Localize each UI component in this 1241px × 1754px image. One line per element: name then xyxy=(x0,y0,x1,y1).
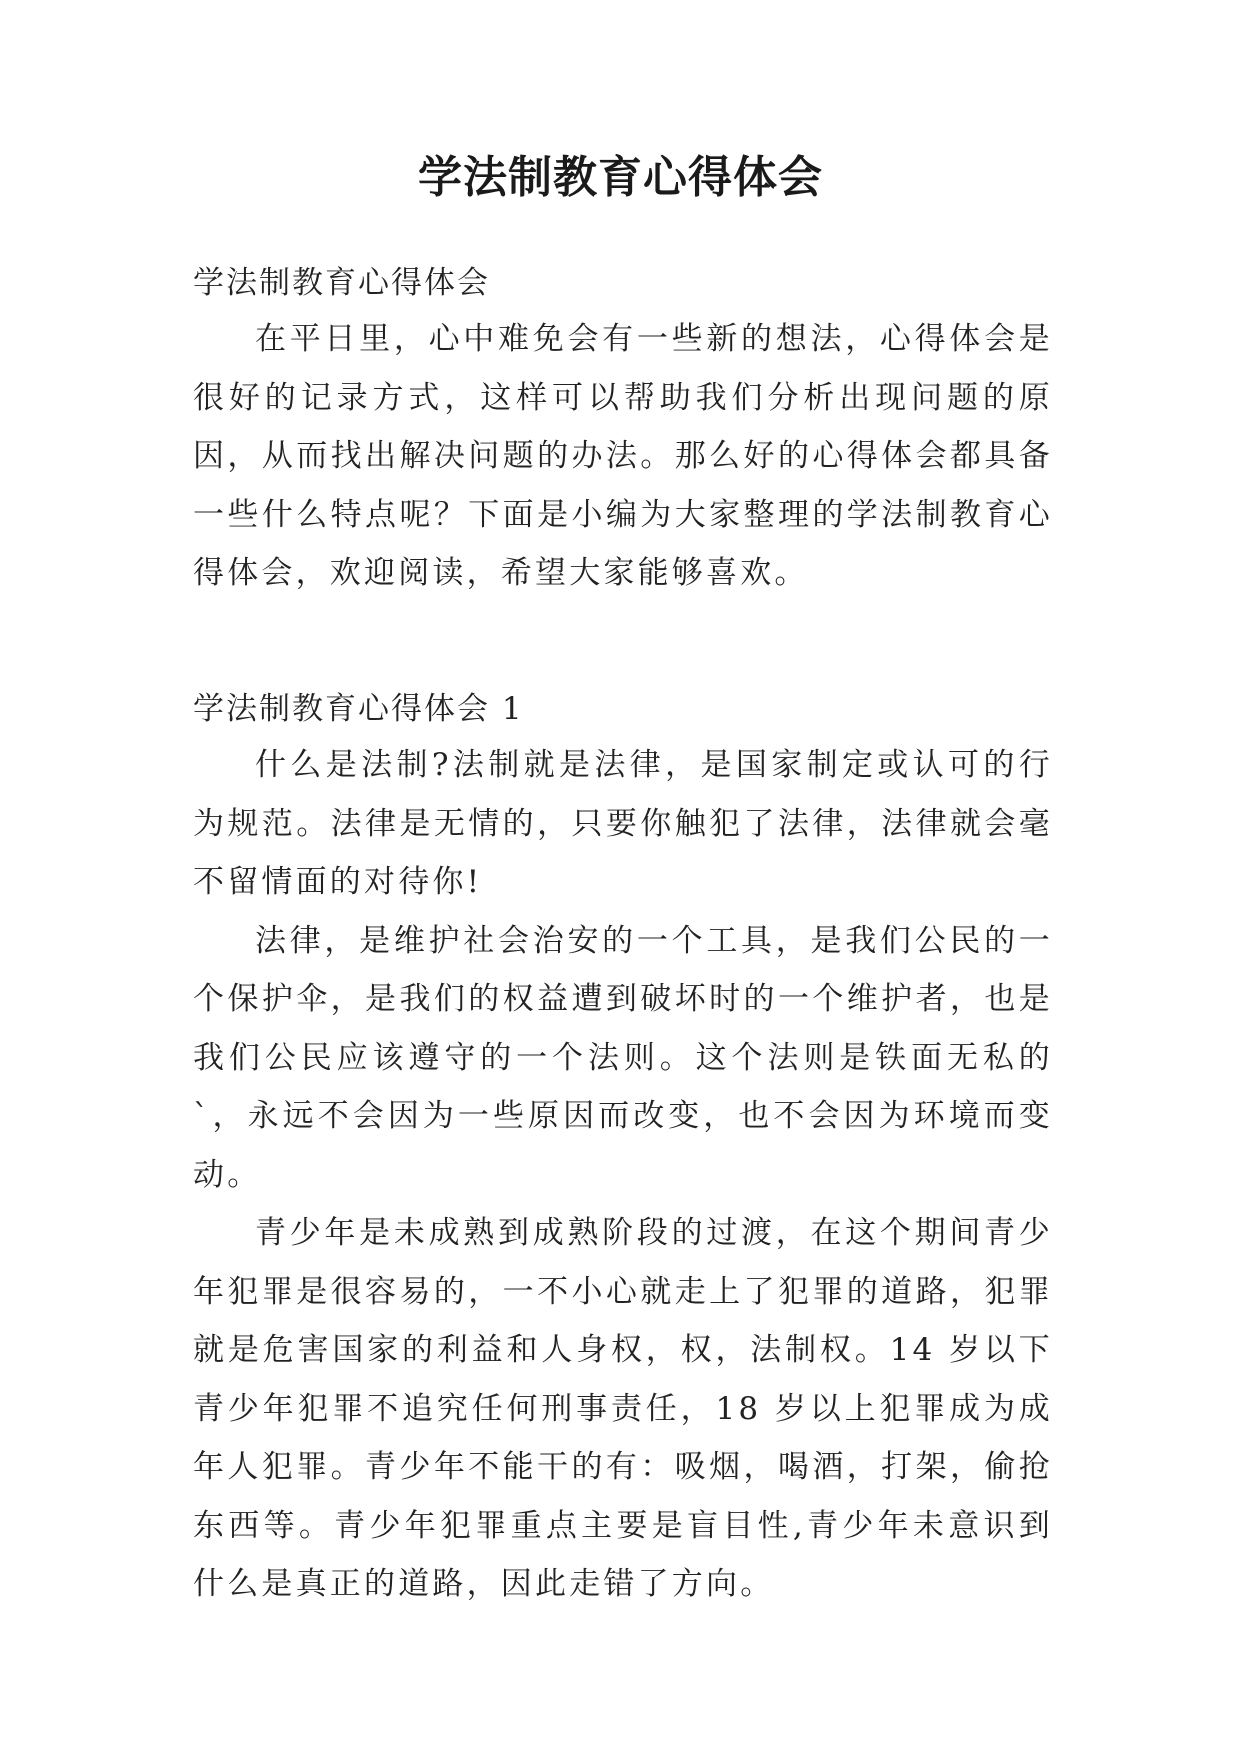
section1-heading: 学法制教育心得体会 1 xyxy=(193,691,524,727)
section1-body xyxy=(193,736,1053,1614)
intro-paragraph: 在平日里，心中难免会有一些新的想法，心得体会是很好的记录方式，这样可以帮助我们分析出现问题的原因，从而找出解决问题的办法。那么好的心得体会都具备一些什么特点呢？下面是小编为大家整理的学法制教育心得体会，欢迎阅读，希望大家能够喜欢。 xyxy=(193,321,1053,591)
intro-heading: 学法制教育心得体会 xyxy=(193,265,490,301)
section1-paragraph-2: 法律，是维护社会治安的一个工具，是我们公民的一个保护伞，是我们的权益遭到破坏时的一个维护者，也是我们公民应该遵守的一个法则。这个法则是铁面无私的`，永远不会因为一些原因而改变，也不会因为环境而变动。 xyxy=(193,922,1053,1193)
intro-section xyxy=(193,310,1053,603)
section1-paragraph-3: 青少年是未成熟到成熟阶段的过渡，在这个期间青少年犯罪是很容易的，一不小心就走上了犯罪的道路，犯罪就是危害国家的利益和人身权，权，法制权。14 岁以下青少年犯罪不追究任何刑事责任，18 岁以上犯罪成为成年人犯罪。青少年不能干的有：吸烟，喝酒，打架，偷抢东西等。青少年犯罪重点主要是盲目性,青少年未意识到什么是真正的道路，因此走错了方向。 xyxy=(193,1215,1053,1602)
document-title: 学法制教育心得体会 xyxy=(418,152,823,203)
section1-paragraph-1: 什么是法制?法制就是法律，是国家制定或认可的行为规范。法律是无情的，只要你触犯了法律，法律就会毫不留情面的对待你! xyxy=(193,747,1053,900)
